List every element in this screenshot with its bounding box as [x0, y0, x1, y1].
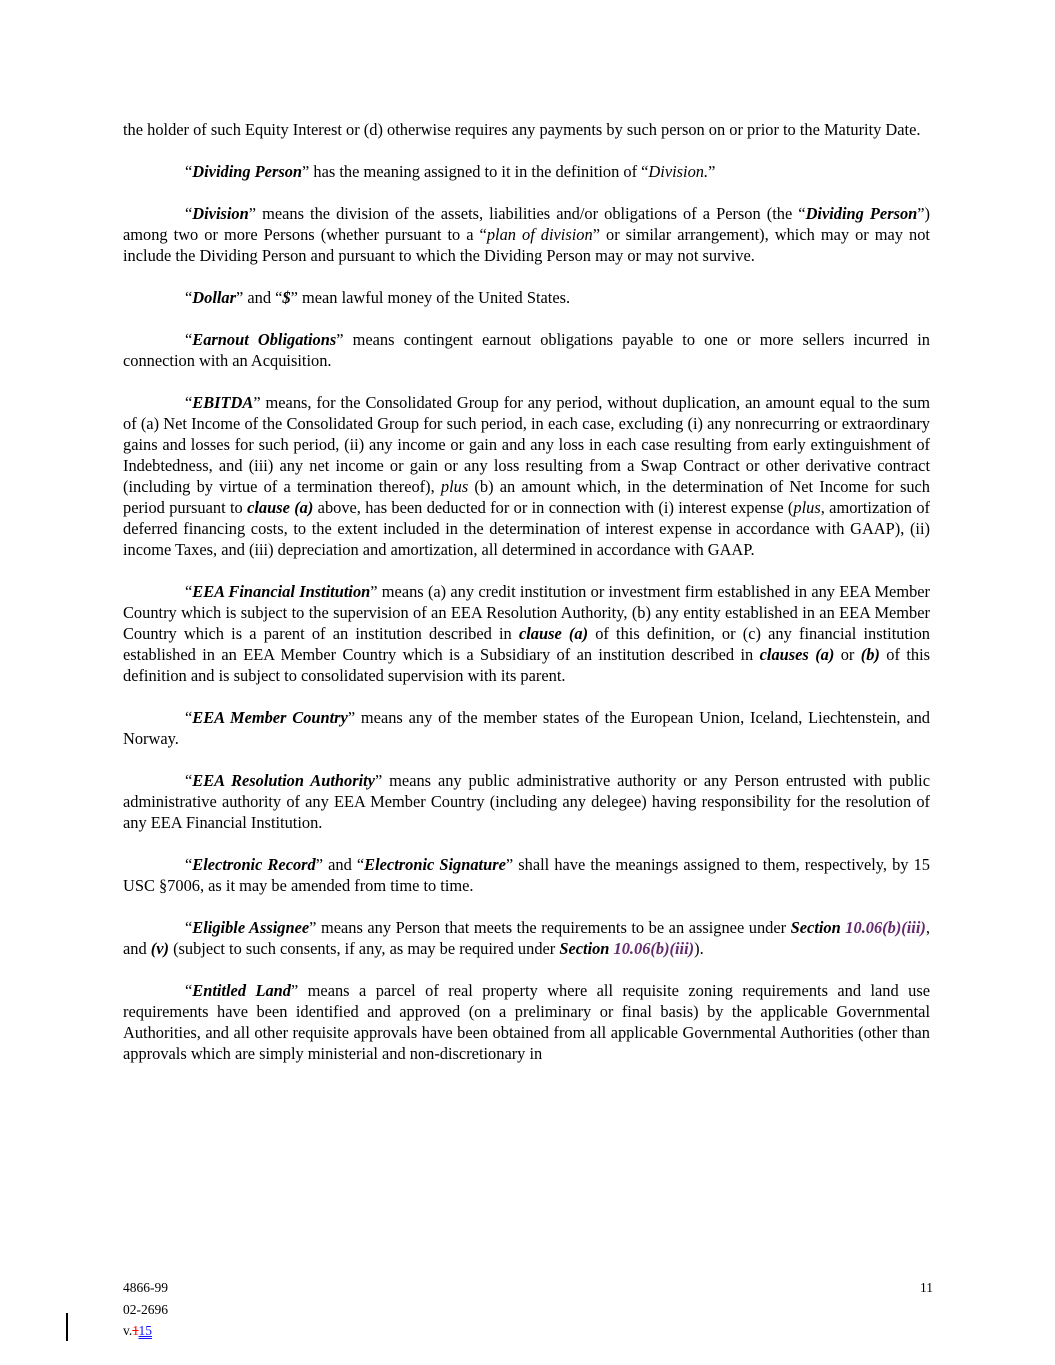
- text-run: Earnout Obligations: [192, 330, 337, 349]
- text-run: EEA Member Country: [192, 708, 348, 727]
- text-run: ” shall have the meanings assigned to them, respectively, by 15 USC §7006, as it may be amended from time to time.: [123, 855, 930, 895]
- text-run: ” has the meaning assigned to it in the definition of “: [302, 162, 649, 181]
- text-run: ” means contingent earnout obligations payable to one or more sellers incurred in connection with an Acquisition.: [123, 330, 930, 370]
- text-run: Entitled Land: [192, 981, 291, 1000]
- text-run: the holder of such Equity Interest or (d) otherwise requires any payments by such person on or prior to the Maturity Date.: [123, 120, 921, 139]
- text-run: , and: [123, 918, 930, 958]
- text-run: ” means any Person that meets the requirements to be an assignee under: [309, 918, 791, 937]
- footer-version-line: [123, 1320, 168, 1342]
- text-run: or: [834, 645, 861, 664]
- paragraph: [123, 770, 930, 833]
- text-run: (subject to such consents, if any, as may be required under: [168, 939, 560, 958]
- paragraph: [123, 917, 930, 959]
- text-run: ).: [694, 939, 704, 958]
- paragraph: [123, 392, 930, 560]
- text-run: Dividing Person: [805, 204, 918, 223]
- text-run: above, has been deducted for or in connection with (i) interest expense (: [313, 498, 794, 517]
- text-run: ” means a parcel of real property where all requisite zoning requirements and land use requirements have been identified and approved (on a preliminary or final basis) by the applicable Governmental Authorities, and all other requisite approvals have been obtained from all applicable Governmental Authorities (other than approvals which are simply ministerial and non-discretionary in: [123, 981, 930, 1063]
- text-run: plan of division: [486, 225, 593, 244]
- paragraph: [123, 707, 930, 749]
- text-run: “: [185, 162, 193, 181]
- text-run: Section: [790, 918, 846, 937]
- text-run: $: [282, 288, 291, 307]
- text-run: Division.: [648, 162, 709, 181]
- paragraph: [123, 581, 930, 686]
- text-run: EBITDA: [192, 393, 254, 412]
- paragraph: [123, 161, 930, 182]
- text-run: of this definition and is subject to consolidated supervision with its parent.: [123, 645, 931, 685]
- text-run: (v): [150, 939, 169, 958]
- text-run: Dividing Person: [192, 162, 303, 181]
- text-run: Dollar: [192, 288, 236, 307]
- text-run: “: [185, 855, 193, 874]
- text-run: “: [185, 582, 193, 601]
- text-run: ” or similar arrangement), which may or may not include the Dividing Person and pursuant to which the Dividing Person may or may not survive.: [123, 225, 930, 265]
- document-body: [123, 119, 930, 1085]
- text-run: Electronic Record: [192, 855, 316, 874]
- text-run: (b) an amount which, in the determination of Net Income for such period pursuant to: [123, 477, 930, 517]
- text-run: (b): [860, 645, 880, 664]
- text-run: Electronic Signature: [364, 855, 506, 874]
- text-run: clauses (a): [759, 645, 835, 664]
- text-run: “: [185, 771, 193, 790]
- text-run: “: [185, 330, 193, 349]
- paragraph: [123, 854, 930, 896]
- text-run: clause (a): [247, 498, 314, 517]
- paragraph: [123, 287, 930, 308]
- text-run: ” means any of the member states of the European Union, Iceland, Liechtenstein, and Norway.: [123, 708, 930, 748]
- text-run: “: [185, 708, 193, 727]
- text-run: Division: [192, 204, 249, 223]
- footer-doc-id-1: 4866-99: [123, 1280, 168, 1295]
- text-run: EEA Financial Institution: [192, 582, 371, 601]
- text-run: Eligible Assignee: [192, 918, 310, 937]
- tracked-change-bar: [66, 1313, 68, 1341]
- footer-doc-id-2: 02-2696: [123, 1301, 168, 1317]
- text-run: Section: [559, 939, 614, 958]
- text-run: “: [185, 393, 193, 412]
- text-run: “: [185, 981, 193, 1000]
- text-run: ” means any public administrative authority or any Person entrusted with public administrative authority of any EEA Member Country (including any delegee) having responsibility for the resolution of any EEA Financial Institution.: [123, 771, 930, 832]
- text-run: of this definition, or (c) any financial institution established in an EEA Member Country which is a Subsidiary of an institution described in: [123, 624, 930, 664]
- footer-version-prefix: v.: [123, 1323, 133, 1338]
- text-run: ” mean lawful money of the United States.: [290, 288, 571, 307]
- section-cross-reference-link[interactable]: 10.06(b)(iii): [845, 918, 926, 937]
- paragraph: [123, 203, 930, 266]
- text-run: ”: [708, 162, 716, 181]
- text-run: plus: [793, 498, 821, 517]
- page-number: 11: [920, 1280, 933, 1295]
- paragraph: [123, 119, 930, 140]
- text-run: ” and “: [236, 288, 283, 307]
- paragraph: [123, 329, 930, 371]
- text-run: “: [185, 288, 193, 307]
- text-run: ” means (a) any credit institution or investment firm established in any EEA Member Country which is subject to the supervision of an EEA Resolution Authority, (b) any entity established in an EEA Member Country which is a parent of an institution described in: [123, 582, 930, 643]
- paragraph: [123, 980, 930, 1064]
- section-cross-reference-link[interactable]: 10.06(b)(iii): [613, 939, 695, 958]
- text-run: ” and “: [315, 855, 365, 874]
- text-run: ”) among two or more Persons (whether pursuant to a “: [123, 204, 931, 244]
- text-run: “: [185, 204, 193, 223]
- footer-version-inserted: 15: [138, 1323, 152, 1338]
- text-run: EEA Resolution Authority: [192, 771, 375, 790]
- text-run: ” means the division of the assets, liabilities and/or obligations of a Person (the “: [248, 204, 806, 223]
- text-run: clause (a): [518, 624, 589, 643]
- text-run: “: [185, 918, 193, 937]
- footer-version-deleted: 1: [132, 1323, 139, 1338]
- text-run: ” means, for the Consolidated Group for any period, without duplication, an amount equal to the sum of (a) Net Income of the Consolidated Group for such period, in each case, excluding (i) any nonrecurring or extraordinary gains and losses for such period, (ii) any income or gain and any loss in each case resulting from early extinguishment of Indebtedness, and (iii) any net income or gain or any loss resulting from a Swap Contract or other derivative contract (including by virtue of a termination thereof),: [123, 393, 930, 496]
- footer-block: [123, 1277, 168, 1342]
- text-run: , amortization of deferred financing costs, to the extent included in the determination of interest expense in accordance with GAAP), (ii) income Taxes, and (iii) depreciation and amortization, all determined in accordance with GAAP.: [123, 498, 930, 559]
- text-run: plus: [440, 477, 469, 496]
